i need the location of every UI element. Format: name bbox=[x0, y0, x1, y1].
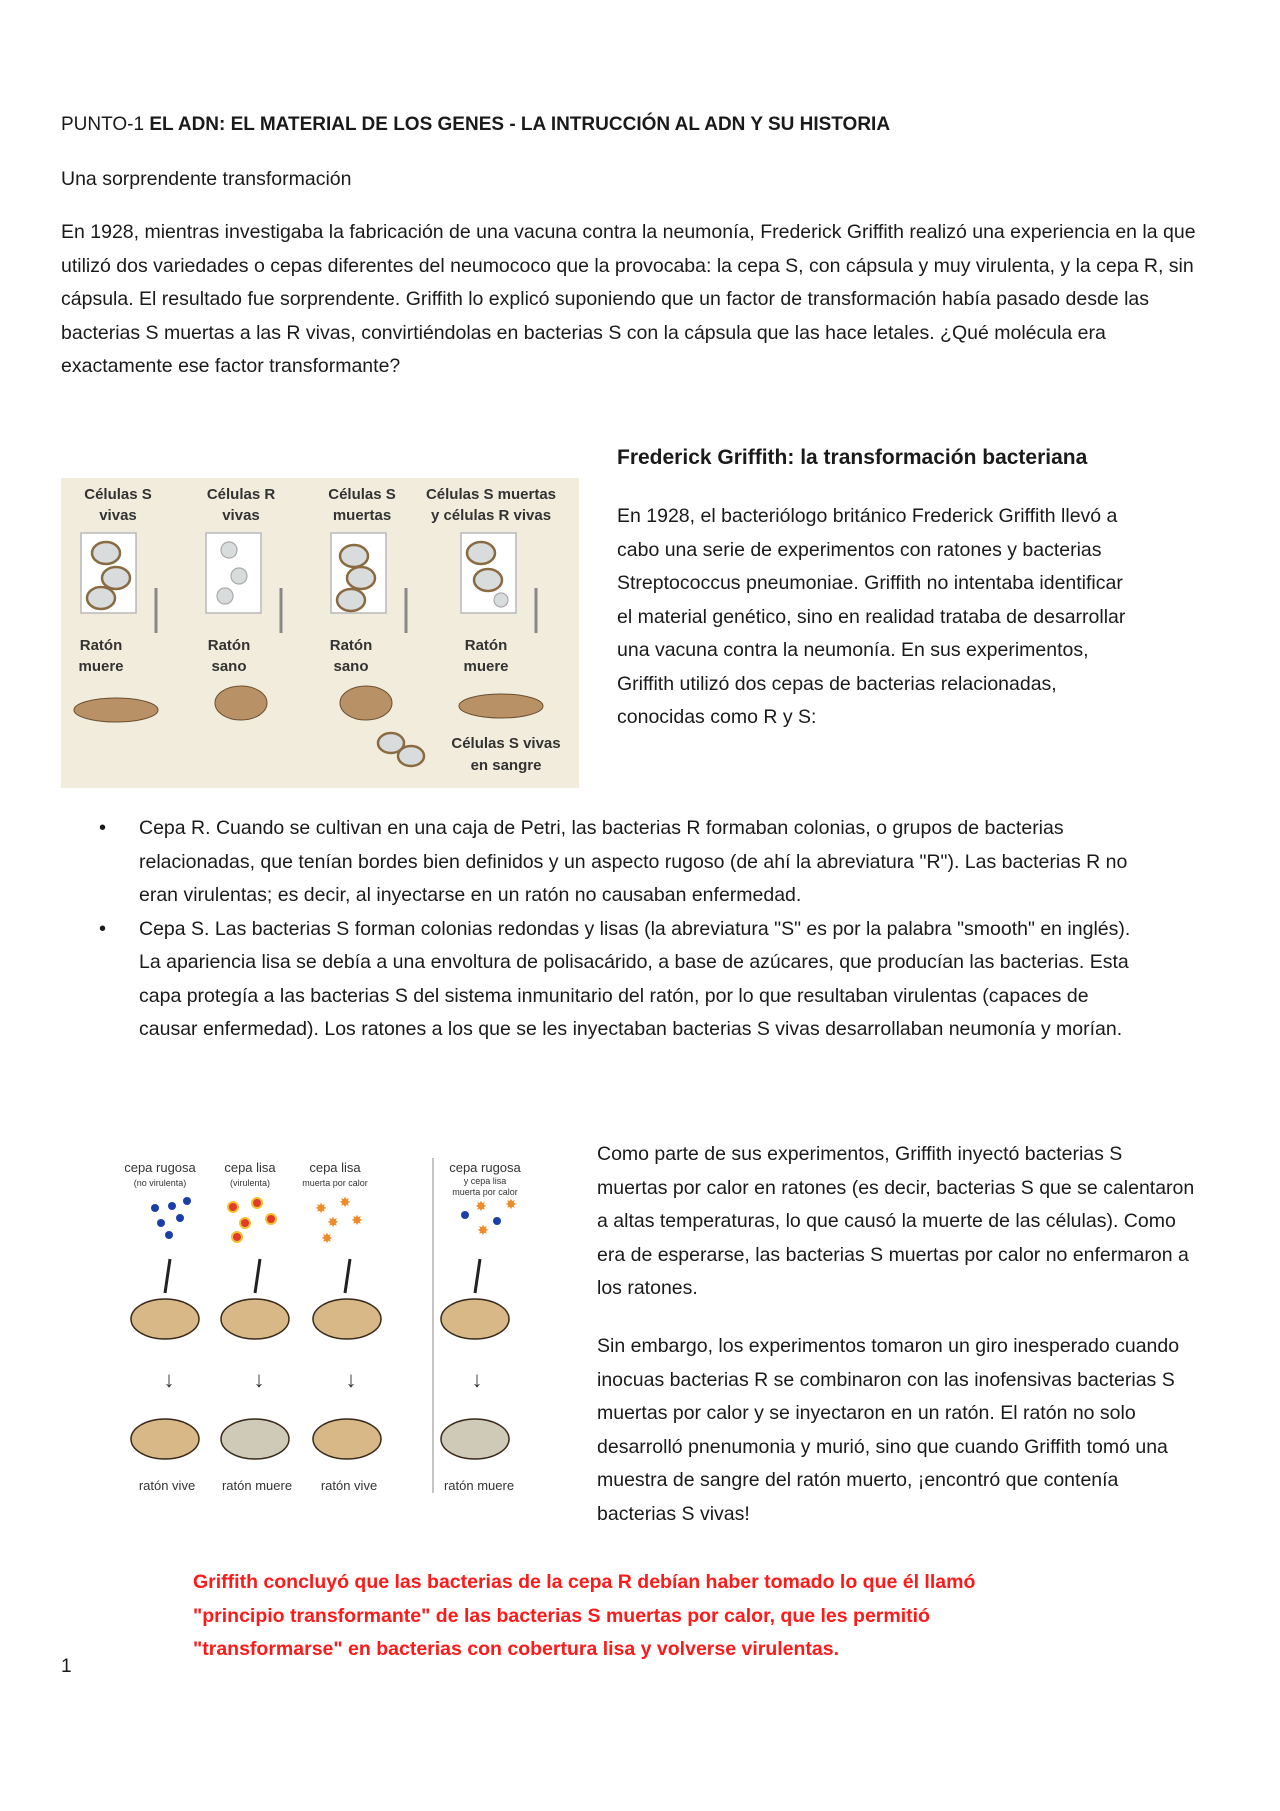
heat-killed-bacterium-icon: ✸ bbox=[505, 1196, 517, 1212]
intro-paragraph: En 1928, mientras investigaba la fabricación de una vacuna contra la neumonía, Frederick Griffith realizó una experiencia en la que utilizó dos variedades o cepas diferentes del neumococo que la provocaba: la cepa S, con cápsula y muy virulenta, y la cepa R, sin cápsula. El resultado fue sorprendente. Griffith lo explicó suponiendo que un factor de transformación había pasado desde las bacterias S muertas a las R vivas, convirtiéndolas en bacterias S con la cápsula que las hace letales. ¿Qué molécula era exactamente ese factor transformante? bbox=[61, 221, 1196, 377]
fig2-outcome: ratón muere bbox=[221, 1478, 293, 1493]
syringe bbox=[255, 1259, 260, 1293]
page-number: 1 bbox=[61, 1656, 72, 1677]
experiment-paragraph: Como parte de sus experimentos, Griffith inyectó bacterias S muertas por calor en ratones (es decir, bacterias S que se calentaron a altas temperaturas, lo que causó la muerte de las células). Como era de esperarse, las bacterias S muertas por calor no enfermaron a los ratones. bbox=[597, 1143, 1195, 1299]
smooth-bacterium bbox=[252, 1198, 262, 1208]
fig1-mouse-label: Ratón bbox=[79, 637, 123, 654]
injected-mouse bbox=[441, 1299, 509, 1339]
syringe bbox=[475, 1259, 480, 1293]
capsulated-cell bbox=[340, 545, 368, 567]
experiment-paragraph: Sin embargo, los experimentos tomaron un giro inesperado cuando inocuas bacterias R se combinaron con las inofensivas bacterias S muertas por calor y se inyectaron en un ratón. El ratón no solo desarrolló pnenumonia y murió, sino que cuando Griffith tomó una muestra de sangre del ratón muerto, ¡encontró que contenía bacterias S vivas! bbox=[597, 1335, 1180, 1525]
heat-killed-bacterium-icon: ✸ bbox=[339, 1194, 351, 1210]
fig2-outcome: ratón muere bbox=[443, 1478, 515, 1493]
heat-killed-bacterium-icon: ✸ bbox=[321, 1230, 333, 1246]
injected-mouse bbox=[221, 1299, 289, 1339]
capsulated-cell bbox=[337, 589, 365, 611]
smooth-bacterium bbox=[232, 1232, 242, 1242]
bare-cell bbox=[231, 568, 247, 584]
rough-bacterium bbox=[165, 1231, 173, 1239]
fig2-header: cepa lisa bbox=[309, 1160, 361, 1175]
mouse-experiment-illustration bbox=[125, 1143, 535, 1503]
capsulated-cell bbox=[92, 542, 120, 564]
fig2-outcome: ratón vive bbox=[320, 1478, 378, 1493]
capsulated-cell bbox=[474, 569, 502, 591]
fig2-header: cepa rugosa bbox=[125, 1160, 196, 1175]
smooth-bacterium bbox=[240, 1218, 250, 1228]
fig1-blood-label: Células S vivas bbox=[451, 735, 561, 752]
dead-mouse bbox=[74, 698, 158, 722]
fig1-mouse-label: sano bbox=[211, 658, 247, 675]
mouse-experiment-figure bbox=[125, 1143, 535, 1503]
dead-mouse bbox=[459, 694, 543, 718]
capsulated-cell bbox=[347, 567, 375, 589]
rough-bacterium bbox=[176, 1214, 184, 1222]
fig2-header: cepa lisa bbox=[224, 1160, 276, 1175]
rough-bacterium bbox=[157, 1219, 165, 1227]
heat-killed-bacterium-icon: ✸ bbox=[315, 1200, 327, 1216]
live-mouse bbox=[340, 686, 392, 720]
fig1-header: y células R vivas bbox=[430, 507, 552, 524]
list-item: • Cepa R. Cuando se cultivan en una caja de Petri, las bacterias R formaban colonias, o grupos de bacterias relacionadas, que tenían bordes bien definidos y un aspecto rugoso (de ahí la abreviatura "R"). Las bacterias R no eran virulentas; es decir, al inyectarse en un ratón no causaban enfermedad. bbox=[91, 812, 1151, 913]
capsulated-cell bbox=[87, 587, 115, 609]
fig2-header: cepa rugosa bbox=[449, 1160, 521, 1175]
dead-mouse bbox=[441, 1419, 509, 1459]
fig1-header: vivas bbox=[99, 507, 137, 524]
capsulated-cell bbox=[467, 542, 495, 564]
syringe bbox=[345, 1259, 350, 1293]
conclusion-text: Griffith concluyó que las bacterias de la cepa R debían haber tomado lo que él llamó "principio transformante" de las bacterias S muertas por calor, que les permitió "transformarse" en bacterias con cobertura lisa y volverse virulentas. bbox=[193, 1571, 976, 1660]
bare-cell bbox=[221, 542, 237, 558]
live-mouse bbox=[215, 686, 267, 720]
down-arrow-icon: ↓ bbox=[253, 1367, 265, 1392]
fig1-mouse-label: muere bbox=[78, 658, 124, 675]
fig1-mouse-label: Ratón bbox=[207, 637, 251, 654]
dead-mouse bbox=[221, 1419, 289, 1459]
rough-bacterium bbox=[461, 1211, 469, 1219]
injected-mouse bbox=[131, 1299, 199, 1339]
fig1-mouse-label: Ratón bbox=[464, 637, 508, 654]
live-mouse bbox=[313, 1419, 381, 1459]
rough-bacterium bbox=[493, 1217, 501, 1225]
down-arrow-icon: ↓ bbox=[345, 1367, 357, 1392]
down-arrow-icon: ↓ bbox=[163, 1367, 175, 1392]
bare-cell bbox=[217, 588, 233, 604]
fig2-subheader: (virulenta) bbox=[229, 1178, 271, 1188]
smooth-bacterium bbox=[266, 1214, 276, 1224]
griffith-experiment-figure bbox=[61, 478, 579, 788]
fig2-subheader: muerta por calor bbox=[302, 1178, 368, 1188]
heat-killed-bacterium-icon: ✸ bbox=[351, 1212, 363, 1228]
fig2-subheader: (no virulenta) bbox=[133, 1178, 187, 1188]
heat-killed-bacterium-icon: ✸ bbox=[475, 1198, 487, 1214]
list-item: • Cepa S. Las bacterias S forman colonias redondas y lisas (la abreviatura "S" es por la palabra "smooth" en inglés). La apariencia lisa se debía a una envoltura de polisacárido, a base de azúcares, que producían las bacterias. Esta capa protegía a las bacterias S del sistema inmunitario del ratón, por lo que resultaban virulentas (capaces de causar enfermedad). Los ratones a los que se les inyectaban bacterias S vivas desarrollaban neumonía y morían. bbox=[91, 913, 1151, 1047]
fig1-header: Células S bbox=[84, 486, 152, 503]
capsulated-cell bbox=[102, 567, 130, 589]
fig1-header: Células S muertas bbox=[425, 486, 557, 503]
fig2-subheader: y cepa lisa bbox=[463, 1176, 507, 1186]
griffith-experiment-illustration bbox=[61, 478, 579, 788]
fig2-outcome: ratón vive bbox=[138, 1478, 196, 1493]
rough-bacterium bbox=[151, 1204, 159, 1212]
page-title: PUNTO-1 EL ADN: EL MATERIAL DE LOS GENES - LA INTRUCCIÓN AL ADN Y SU HISTORIA bbox=[61, 114, 891, 135]
capsulated-cell bbox=[398, 746, 424, 766]
fig1-mouse-label: sano bbox=[333, 658, 369, 675]
griffith-paragraph: En 1928, el bacteriólogo británico Frederick Griffith llevó a cabo una serie de experimentos con ratones y bacterias Streptococcus pneumoniae. Griffith no intentaba identificar el material genético, sino en realidad trataba de desarrollar una vacuna contra la neumonía. En sus experimentos, Griffith utilizó dos cepas de bacterias relacionadas, conocidas como R y S: bbox=[617, 505, 1126, 728]
syringe bbox=[165, 1259, 170, 1293]
live-mouse bbox=[131, 1419, 199, 1459]
injected-mouse bbox=[313, 1299, 381, 1339]
fig1-header: Células R bbox=[206, 486, 276, 503]
heat-killed-bacterium-icon: ✸ bbox=[477, 1222, 489, 1238]
fig1-header: Células S bbox=[328, 486, 396, 503]
rough-bacterium bbox=[183, 1197, 191, 1205]
fig1-mouse-label: muere bbox=[463, 658, 509, 675]
bare-cell bbox=[494, 593, 508, 607]
griffith-heading: Frederick Griffith: la transformación bacteriana bbox=[617, 446, 1088, 469]
fig1-blood-label: en sangre bbox=[470, 757, 542, 774]
smooth-bacterium bbox=[228, 1202, 238, 1212]
rough-bacterium bbox=[168, 1202, 176, 1210]
fig1-mouse-label: Ratón bbox=[329, 637, 373, 654]
down-arrow-icon: ↓ bbox=[471, 1367, 483, 1392]
strain-list bbox=[91, 812, 1151, 1047]
fig1-header: vivas bbox=[222, 507, 260, 524]
fig2-subheader: muerta por calor bbox=[452, 1187, 518, 1197]
heat-killed-bacterium-icon: ✸ bbox=[327, 1214, 339, 1230]
fig1-header: muertas bbox=[332, 507, 392, 524]
section-subtitle: Una sorprendente transformación bbox=[61, 168, 352, 190]
